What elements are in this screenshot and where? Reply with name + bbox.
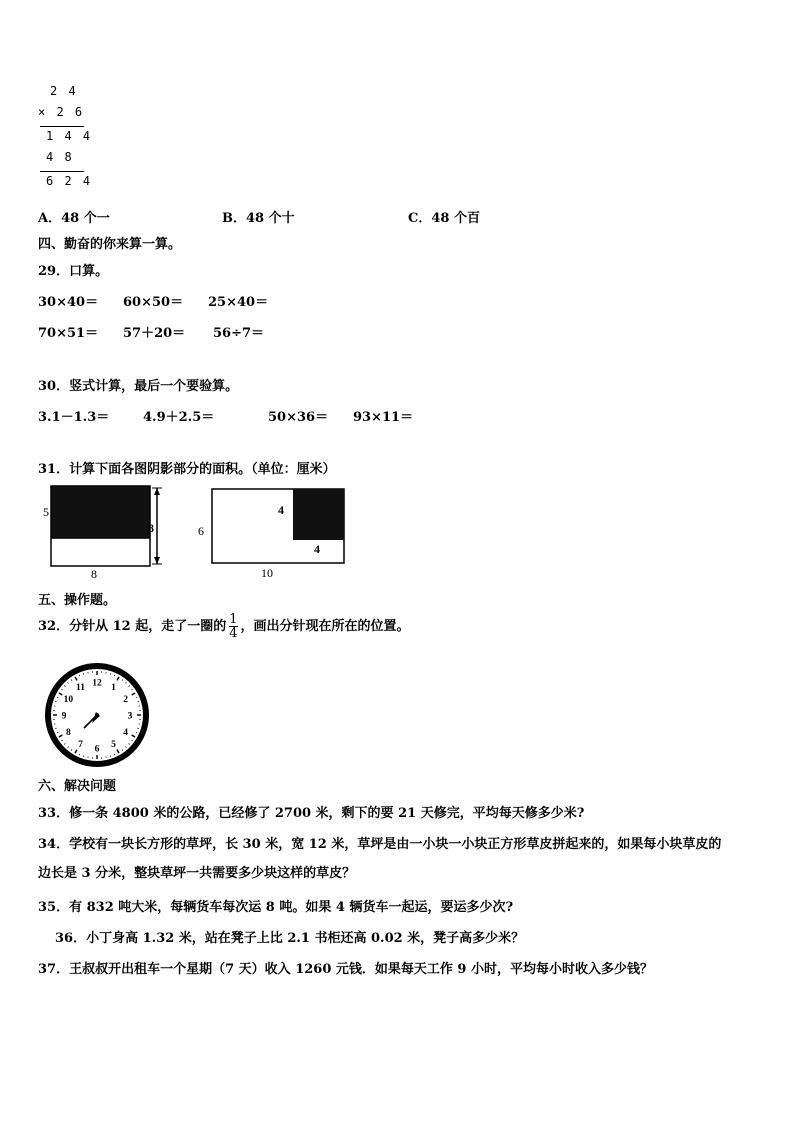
q33-text: 33．修一条 4800 米的公路，已经修了 2700 米，剩下的要 21 天修完，平均每天修多少米? xyxy=(38,806,585,821)
fig2-left-label: 6 xyxy=(198,524,204,538)
vm-line3: 1 4 4 xyxy=(46,129,93,143)
section5-title: 五、操作题。 xyxy=(38,593,117,608)
q32-frac-denominator: 4 xyxy=(229,626,238,641)
q29-title: 29．口算。 xyxy=(38,264,109,279)
q31-title: 31．计算下面各图阴影部分的面积。（单位：厘米） xyxy=(38,462,336,477)
fig2-shaded-square xyxy=(293,489,344,540)
clock-number: 9 xyxy=(61,711,67,722)
clock-number: 4 xyxy=(123,728,128,738)
option-a: A．48 个一 xyxy=(38,211,110,226)
option-c: C．48 个百 xyxy=(408,211,480,226)
section4-title: 四、勤奋的你来算一算。 xyxy=(38,237,182,252)
clock-center xyxy=(95,713,99,717)
q32-fraction xyxy=(229,613,237,640)
q34-text-line2: 边长是 3 分米，整块草坪一共需要多少块这样的草皮？ xyxy=(38,866,356,881)
clock-number: 5 xyxy=(111,740,116,751)
q30-title: 30．竖式计算，最后一个要验算。 xyxy=(38,379,239,394)
fig1-bottom-label: 8 xyxy=(91,567,97,580)
fig2-bottom-label: 10 xyxy=(261,566,273,580)
clock-number: 2 xyxy=(123,695,128,705)
clock-number: 6 xyxy=(94,744,100,755)
q32-frac-numerator: 1 xyxy=(229,612,238,627)
clock-number: 7 xyxy=(78,740,83,751)
option-b: B．48 个十 xyxy=(222,211,295,226)
q29-item-6: 56÷7＝ xyxy=(213,326,265,341)
q30-item-3: 50×36＝ xyxy=(268,410,329,425)
fig2-inner-side-label: 4 xyxy=(278,503,284,517)
q29-item-5: 57＋20＝ xyxy=(123,326,186,341)
q29-item-4: 70×51＝ xyxy=(38,326,99,341)
clock-number: 12 xyxy=(92,678,102,689)
fig2-inner-bottom-label: 4 xyxy=(314,542,320,556)
q30-item-2: 4.9＋2.5＝ xyxy=(143,410,215,425)
q30-item-4: 93×11＝ xyxy=(353,410,414,425)
fig1-left-label: 5 xyxy=(43,505,49,519)
vm-line1: 2 4 xyxy=(50,84,78,98)
q36-text: 36．小丁身高 1.32 米，站在凳子上比 2.1 书柜还高 0.02 米，凳子高多少米？ xyxy=(55,931,525,946)
section6-title: 六、解决问题 xyxy=(38,779,117,794)
q29-item-2: 60×50＝ xyxy=(123,295,184,310)
clock-face[interactable] xyxy=(42,660,152,770)
vm-rule-2 xyxy=(40,171,84,172)
q29-item-1: 30×40＝ xyxy=(38,295,99,310)
clock-number: 1 xyxy=(111,682,116,693)
q35-text: 35．有 832 吨大米，每辆货车每次运 8 吨。如果 4 辆货车一起运，要运多少次? xyxy=(38,900,514,915)
clock-number: 10 xyxy=(63,695,74,705)
q37-text: 37．王叔叔开出租车一个星期（7 天）收入 1260 元钱．如果每天工作 9 小时，平均每小时收入多少钱？ xyxy=(38,962,653,977)
q32-text xyxy=(38,608,410,646)
q32-after: ，画出分针现在所在的位置。 xyxy=(240,619,410,634)
fig1-right-label: 8 xyxy=(148,521,154,535)
clock-number: 8 xyxy=(66,728,71,738)
clock-number: 11 xyxy=(76,682,85,693)
q34-text-line1: 34．学校有一块长方形的草坪，长 30 米，宽 12 米，草坪是由一小块一小块正方形草皮拼起来的，如果每小块草皮的 xyxy=(38,837,722,852)
vm-rule-1 xyxy=(40,126,84,127)
fig1-shaded-rect xyxy=(51,486,150,538)
q31-figure-2 xyxy=(195,484,355,580)
vm-line2: × 2 6 xyxy=(38,105,85,119)
vm-line5: 6 2 4 xyxy=(46,174,93,188)
vm-line4: 4 8 xyxy=(46,150,74,164)
clock-number: 3 xyxy=(127,711,133,722)
q30-item-1: 3.1－1.3＝ xyxy=(38,410,110,425)
q31-figure-1 xyxy=(40,484,170,580)
q29-item-3: 25×40＝ xyxy=(208,295,269,310)
q32-before: 32．分针从 12 起，走了一圈的 xyxy=(38,619,227,634)
